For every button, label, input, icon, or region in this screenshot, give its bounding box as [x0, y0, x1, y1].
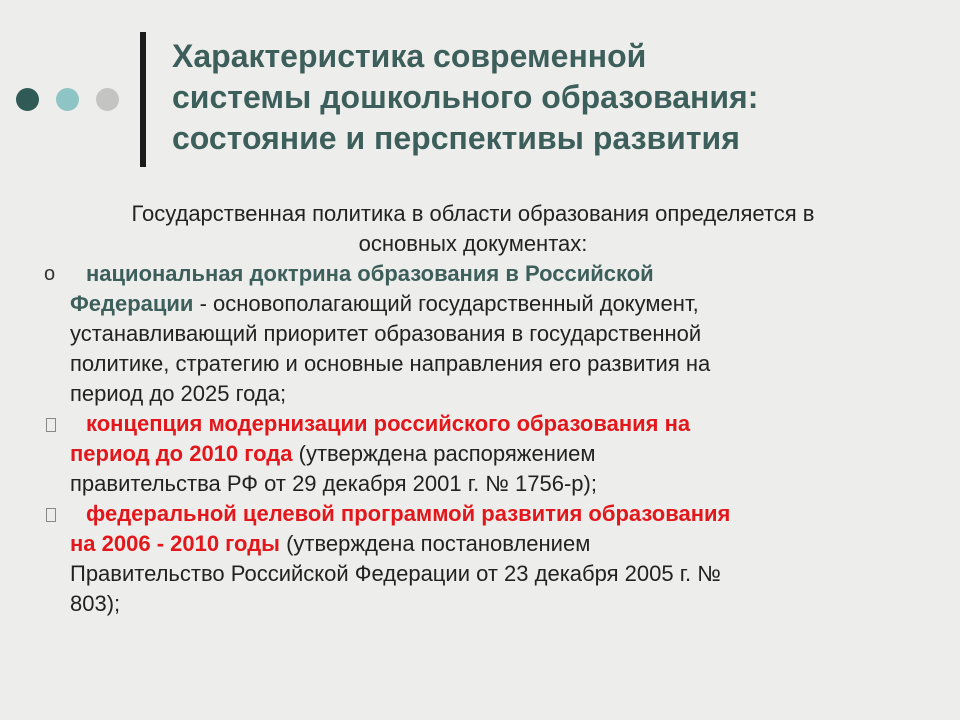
title-divider [140, 32, 146, 167]
item-text: - основополагающий государственный документ, [193, 291, 699, 316]
intro-text [30, 199, 916, 259]
list-item [0, 259, 960, 409]
item-bold-text: Федерации [70, 291, 194, 316]
list-item [0, 499, 960, 619]
item-bold-text: федеральной целевой программой развития образования [86, 501, 731, 526]
decorative-dots [16, 88, 126, 112]
item-bold-text: на 2006 - 2010 годы [70, 531, 280, 556]
item-text: 803); [70, 591, 121, 616]
item-text: устанавливающий приоритет образования в государственной [70, 321, 702, 346]
item-text: Правительство Российской Федерации от 23 декабря 2005 г. № [70, 561, 721, 586]
light-teal-dot-icon [56, 88, 79, 111]
title-line-2: системы дошкольного образования: [172, 79, 759, 115]
item-text: правительства РФ от 29 декабря 2001 г. № 1756-р); [70, 471, 597, 496]
item-bold-text: период до 2010 года [70, 441, 293, 466]
item-text: (утверждена распоряжением [292, 441, 596, 466]
list-item [0, 409, 960, 499]
item-bold-text: концепция модернизации российского образования на [86, 411, 691, 436]
title-line-1: Характеристика современной [172, 38, 647, 74]
title-line-3: состояние и перспективы развития [172, 120, 740, 156]
item-text: период до 2025 года; [70, 381, 287, 406]
slide-title [172, 36, 932, 159]
item-bold-text: национальная доктрина образования в Российской [86, 261, 654, 286]
gray-dot-icon [96, 88, 119, 111]
square-bullet-icon [46, 418, 56, 432]
intro-line-2: основных документах: [358, 231, 588, 256]
item-text: (утверждена постановлением [279, 531, 591, 556]
intro-line-1: Государственная политика в области образования определяется в [131, 201, 815, 226]
dark-dot-icon [16, 88, 39, 111]
document-list [0, 259, 960, 619]
square-bullet-icon [46, 508, 56, 522]
item-text: политике, стратегию и основные направления его развития на [70, 351, 711, 376]
circle-bullet-icon: o [44, 263, 56, 285]
